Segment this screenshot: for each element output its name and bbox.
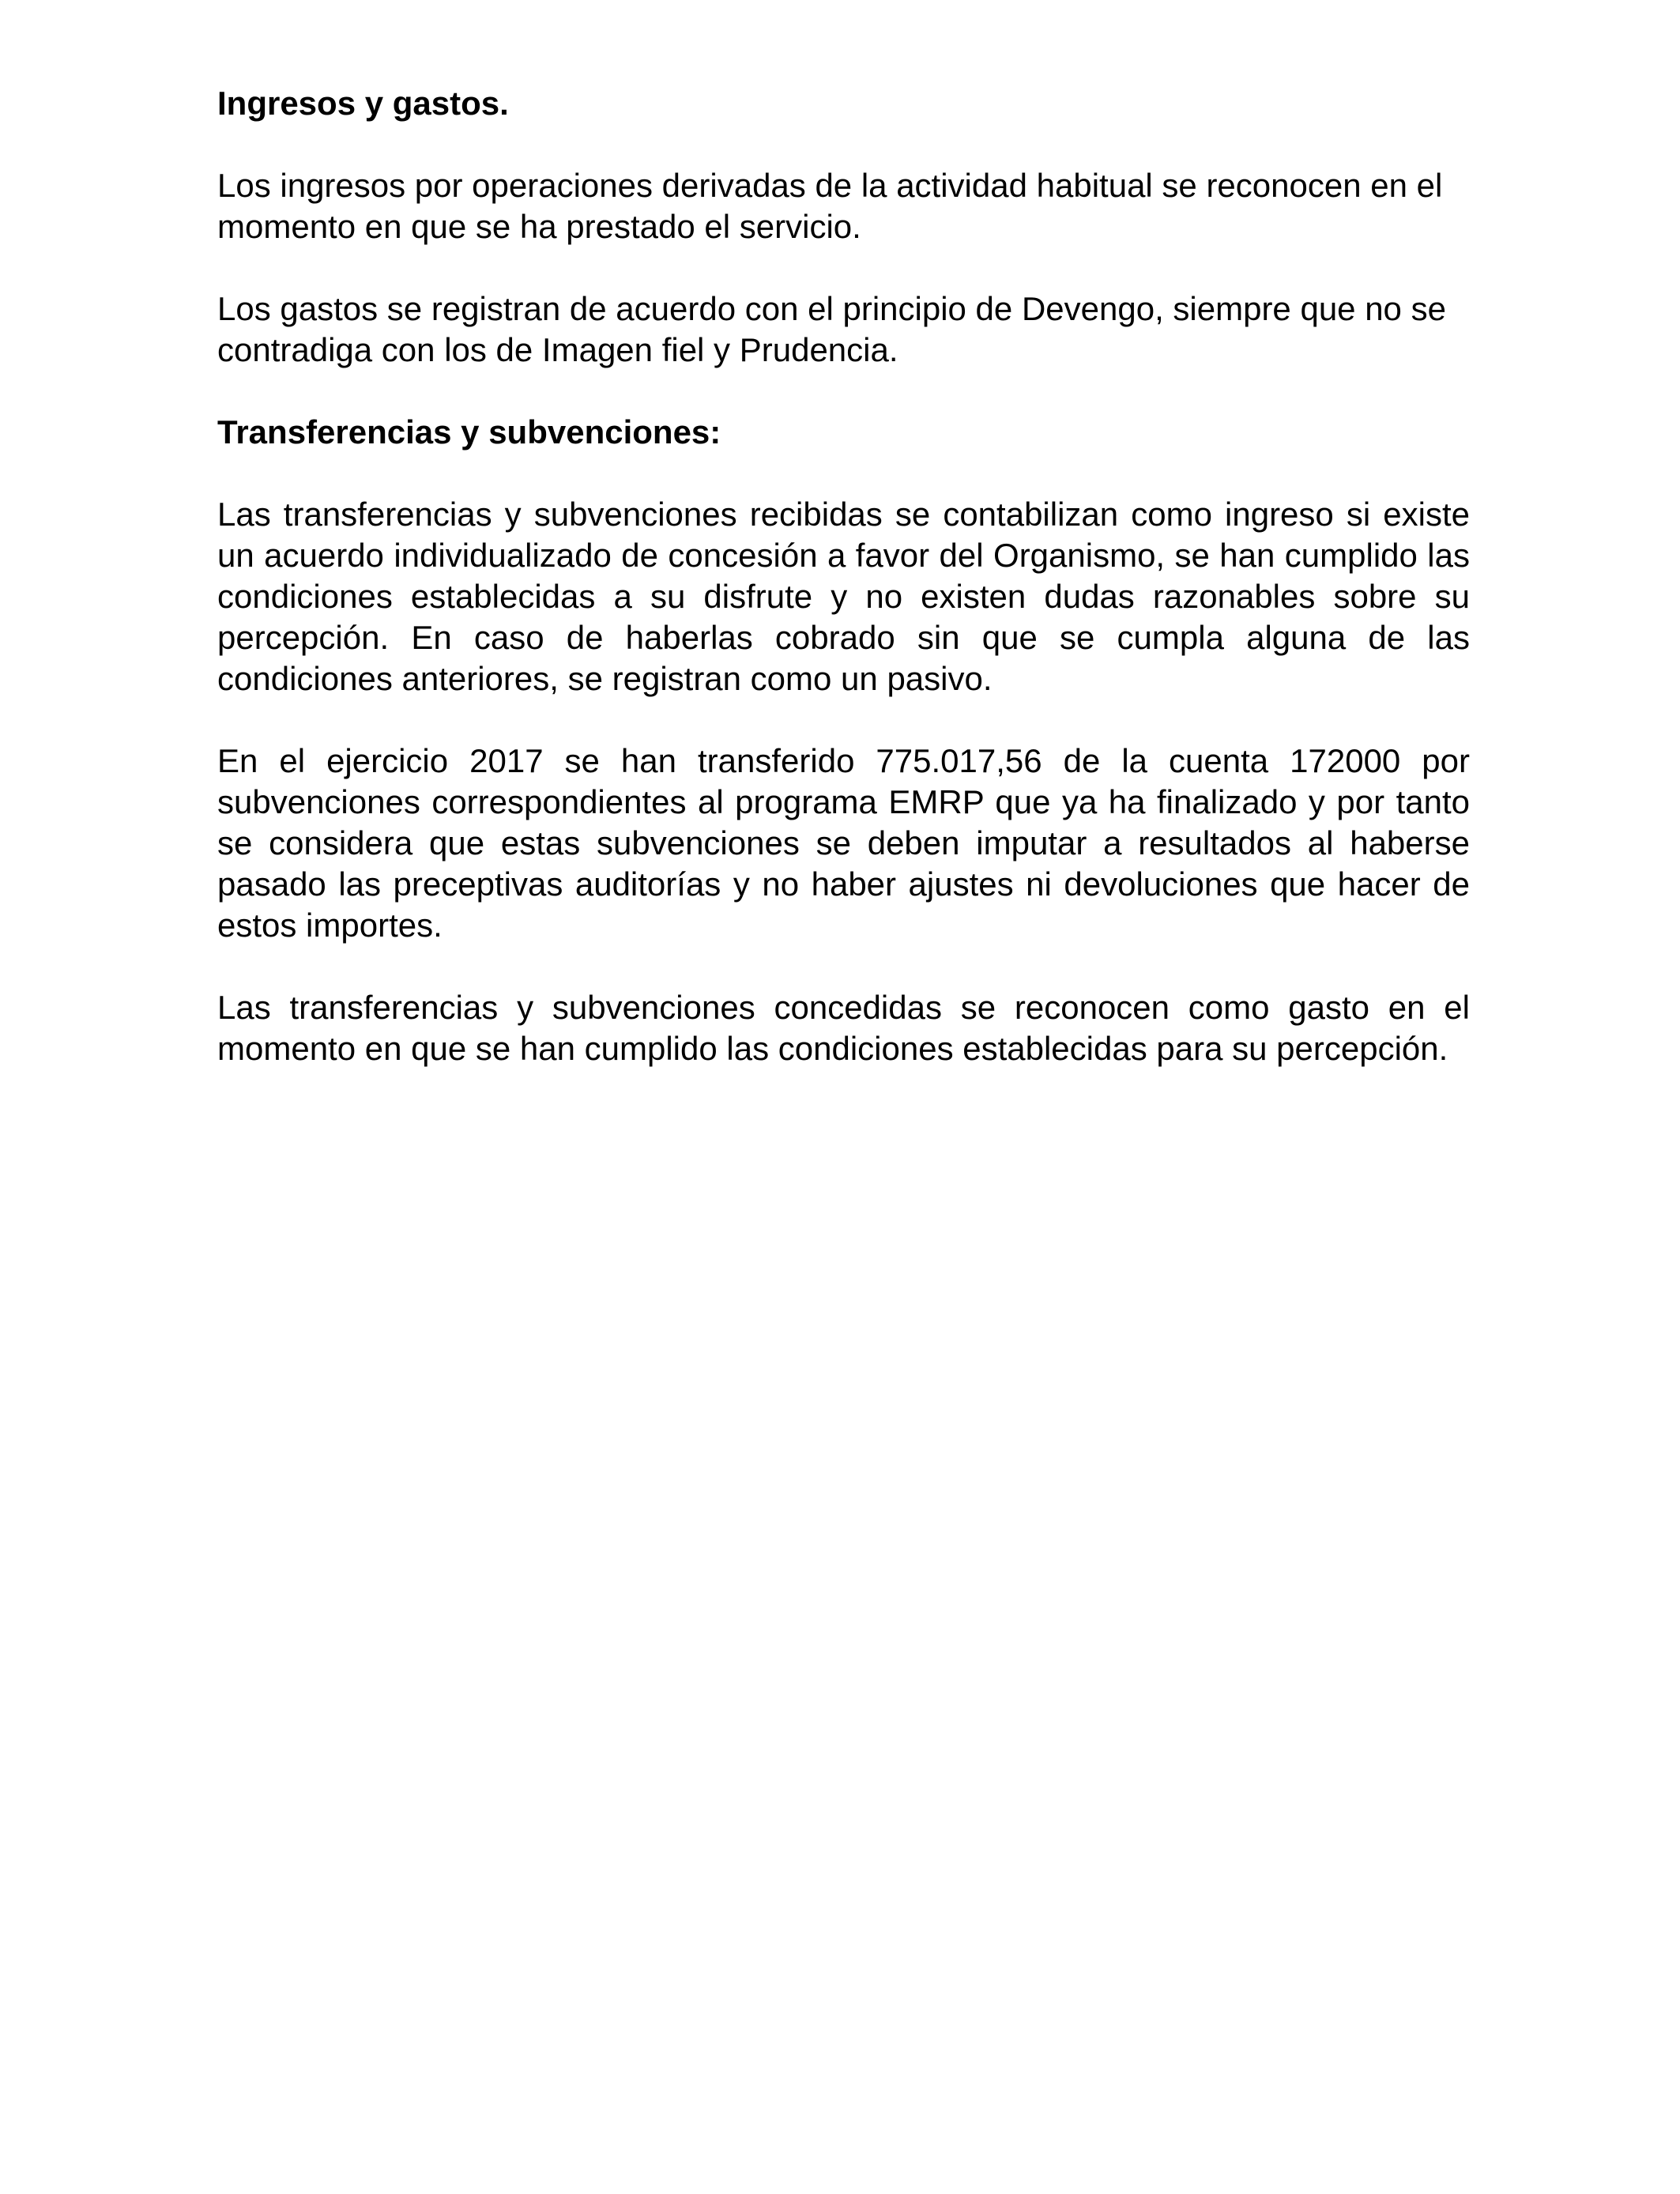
- paragraph-transferencias-recibidas: Las transferencias y subvenciones recibidas se contabilizan como ingreso si existe un acuerdo individualizado de concesión a favor del Organismo, se han cumplido las condiciones establecidas a su disfrute y no existen dudas razonables sobre su percepción. En caso de haberlas cobrado sin que se cumpla alguna de las condiciones anteriores, se registran como un pasivo.: [217, 496, 1470, 697]
- paragraph-gastos: Los gastos se registran de acuerdo con el principio de Devengo, siempre que no se contradiga con los de Imagen fiel y Prudencia.: [217, 290, 1446, 368]
- document-page: [217, 83, 1470, 1069]
- spacer: [217, 453, 1470, 494]
- paragraph-transferencias-concedidas: Las transferencias y subvenciones concedidas se reconocen como gasto en el momento en que se han cumplido las condiciones establecidas para su percepción.: [217, 989, 1470, 1067]
- paragraph-ingresos: Los ingresos por operaciones derivadas de la actividad habitual se reconocen en el momento en que se ha prestado el servicio.: [217, 167, 1443, 245]
- section-heading-transferencias: Transferencias y subvenciones:: [217, 413, 721, 450]
- paragraph-ejercicio-2017: En el ejercicio 2017 se han transferido 775.017,56 de la cuenta 172000 por subvenciones correspondientes al programa EMRP que ya ha finalizado y por tanto se considera que estas subvenciones se deben imputar a resultados al haberse pasado las preceptivas auditorías y no haber ajustes ni devoluciones que hacer de estos importes.: [217, 742, 1470, 944]
- spacer: [217, 371, 1470, 412]
- section-heading-ingresos-gastos: Ingresos y gastos.: [217, 85, 509, 122]
- spacer: [217, 946, 1470, 987]
- spacer: [217, 247, 1470, 288]
- spacer: [217, 124, 1470, 165]
- spacer: [217, 699, 1470, 741]
